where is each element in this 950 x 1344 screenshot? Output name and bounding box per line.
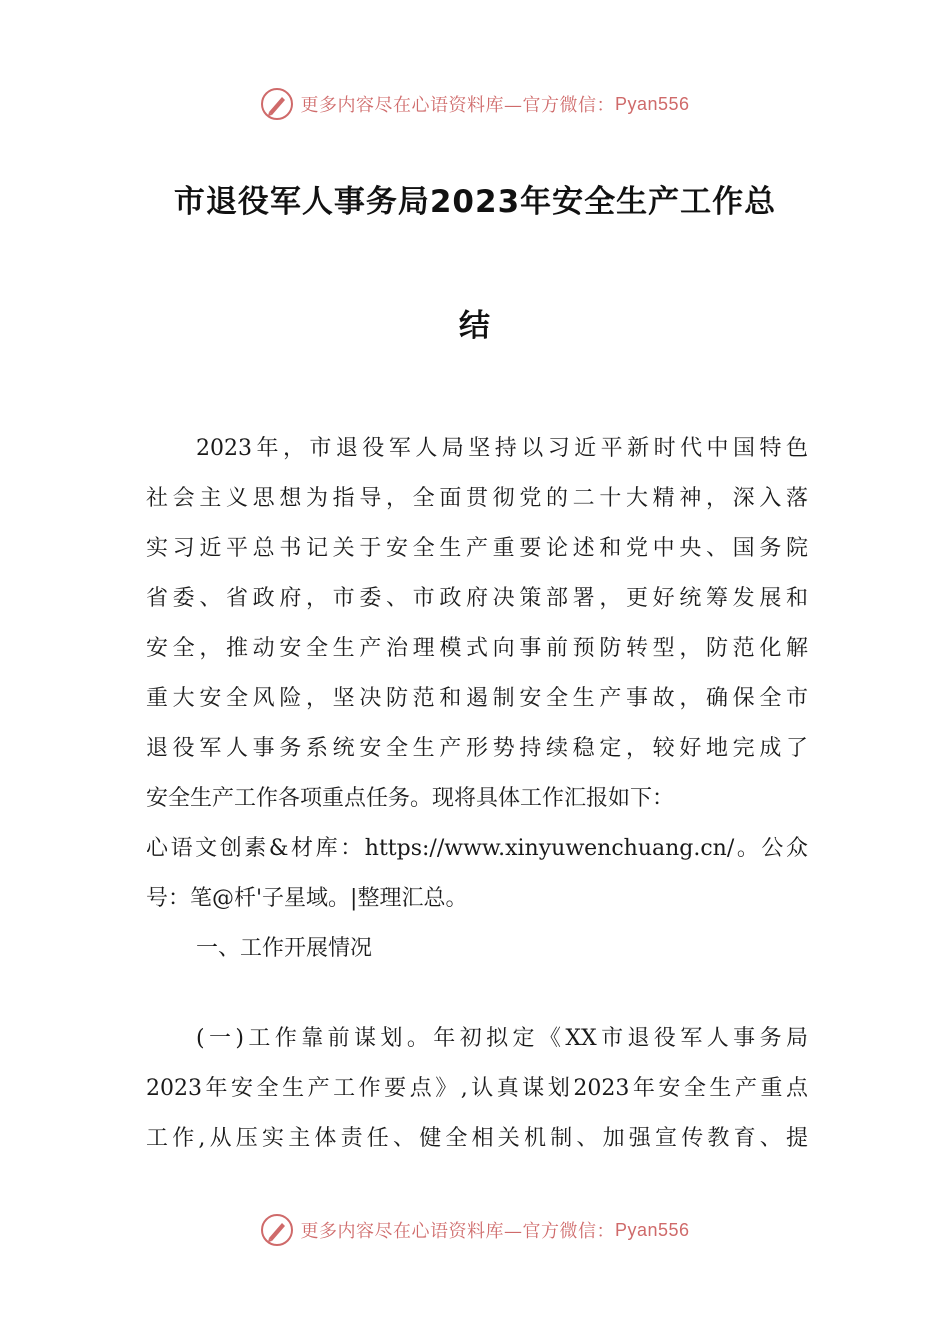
paragraph-line: 2023年，市退役军人局坚持以习近平新时代中国特色 (196, 436, 808, 461)
watermark-handle: Pyan556 (614, 1219, 690, 1240)
paragraph-line: (一)工作靠前谋划。年初拟定《XX市退役军人事务局 (196, 1026, 808, 1051)
pen-logo-icon (260, 87, 294, 121)
paragraph-line: 安全，推动安全生产治理模式向事前预防转型，防范化解 (146, 636, 808, 661)
paragraph-line: 安全生产工作各项重点任务。现将具体工作汇报如下： (146, 786, 675, 811)
source-note-line: 号：笔@杄'子星域。|整理汇总。 (146, 886, 468, 911)
spacer (146, 974, 808, 1014)
watermark-header (0, 82, 950, 126)
paragraph-line: 工作,从压实主体责任、健全相关机制、加强宣传教育、提 (146, 1126, 808, 1151)
document-title-line-1: 市退役军人事务局2023年安全生产工作总 (173, 184, 777, 220)
paragraph-line: 重大安全风险，坚决防范和遏制安全生产事故，确保全市 (146, 686, 808, 711)
watermark-handle: Pyan556 (614, 93, 690, 114)
watermark-footer (0, 1208, 950, 1252)
paragraph-line: 省委、省政府，市委、市政府决策部署，更好统筹发展和 (146, 586, 808, 611)
document-body (146, 424, 808, 1164)
document-title-line-2: 结 (459, 308, 491, 344)
watermark-text: 更多内容尽在心语资料库—官方微信： (300, 95, 615, 116)
paragraph-line: 2023年安全生产工作要点》,认真谋划2023年安全生产重点 (146, 1076, 808, 1101)
source-note-line: 心语文创素&材库：https://www.xinyuwenchuang.cn/。公众 (146, 836, 808, 861)
section-heading: 一、工作开展情况 (196, 936, 373, 961)
paragraph-line: 实习近平总书记关于安全生产重要论述和党中央、国务院 (146, 536, 808, 561)
pen-logo-icon (260, 1213, 294, 1247)
paragraph-line: 社会主义思想为指导，全面贯彻党的二十大精神，深入落 (146, 486, 808, 511)
paragraph-line: 退役军人事务系统安全生产形势持续稳定，较好地完成了 (146, 736, 808, 761)
watermark-text: 更多内容尽在心语资料库—官方微信： (300, 1221, 615, 1242)
